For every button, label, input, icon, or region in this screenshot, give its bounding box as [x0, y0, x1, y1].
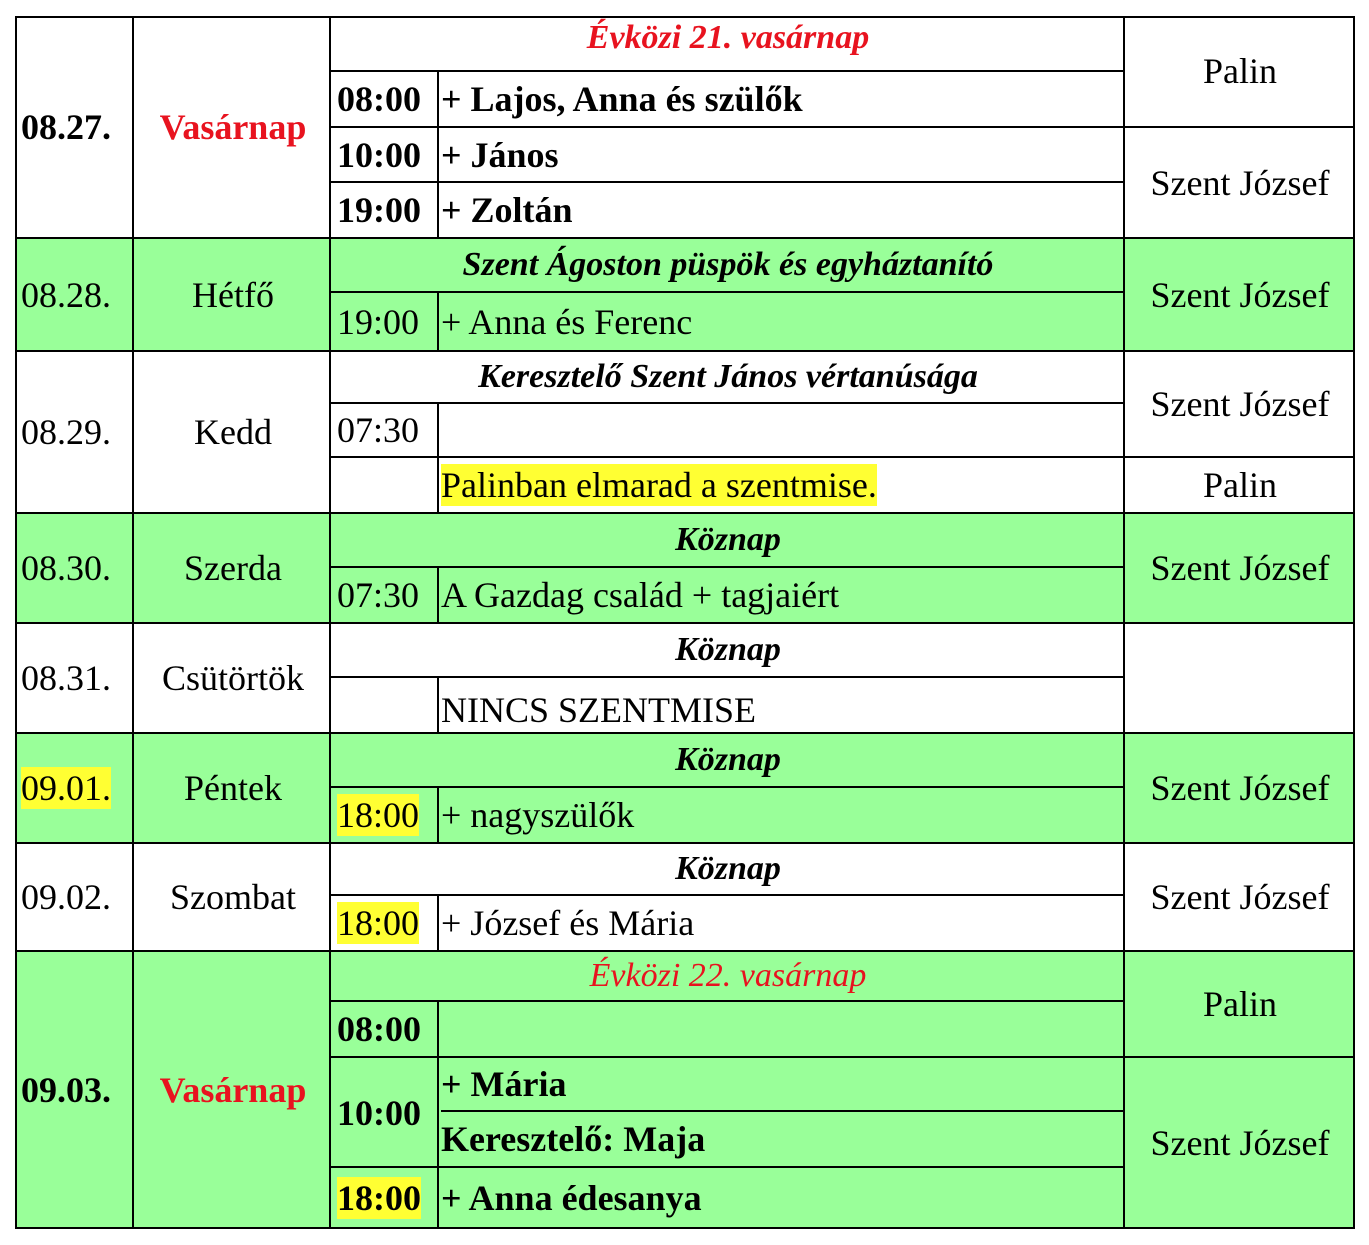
weekday-cell: Csütörtök — [161, 658, 304, 698]
schedule-row-0901 — [15, 734, 1355, 844]
time-highlight: 18:00 — [337, 1177, 421, 1218]
feast-title: Évközi 22. vasárnap — [589, 957, 867, 994]
mass-intention: + Anna és Ferenc — [441, 301, 693, 342]
location-cell: Szent József — [1150, 162, 1330, 203]
location-cell: Palin — [1202, 465, 1277, 505]
feast-title: Köznap — [675, 850, 781, 887]
mass-intention: + Lajos, Anna és szülők — [441, 79, 803, 119]
date-cell: 08.30. — [21, 548, 111, 588]
time-highlight: 18:00 — [337, 903, 420, 943]
location-cell: Palin — [1202, 51, 1277, 91]
location-cell: Szent József — [1150, 768, 1330, 808]
mass-time: 07:30 — [337, 410, 420, 450]
mass-time: 10:00 — [337, 134, 421, 175]
mass-schedule-table — [15, 16, 1355, 1229]
feast-title: Keresztelő Szent János vértanúsága — [478, 358, 978, 395]
location-cell: Szent József — [1150, 877, 1330, 917]
weekday-cell: Szerda — [184, 548, 282, 588]
weekday-cell: Vasárnap — [159, 106, 307, 147]
feast-title: Köznap — [675, 631, 781, 668]
schedule-row-0830 — [15, 514, 1355, 624]
mass-time — [333, 788, 441, 842]
notice-cell — [441, 458, 1125, 512]
mass-time — [333, 1168, 441, 1227]
location-cell: Szent József — [1150, 274, 1330, 315]
mass-intention: A Gazdag család + tagjaiért — [441, 575, 840, 615]
time-highlight: 18:00 — [337, 795, 420, 835]
mass-time — [333, 678, 441, 732]
baptism-note: Keresztelő: Maja — [441, 1119, 706, 1159]
weekday-cell: Szombat — [170, 877, 296, 917]
schedule-row-0829 — [15, 352, 1355, 514]
location-cell: Szent József — [1150, 548, 1330, 588]
mass-intention — [441, 1002, 1125, 1056]
mass-intention: + János — [441, 134, 559, 175]
mass-intention: + Anna édesanya — [441, 1177, 702, 1218]
schedule-row-0828 — [15, 239, 1355, 352]
mass-time — [333, 458, 441, 512]
mass-time: 19:00 — [337, 190, 421, 230]
weekday-cell: Hétfő — [192, 274, 274, 315]
weekday-cell: Kedd — [194, 412, 272, 452]
schedule-row-0827 — [15, 16, 1355, 239]
date-cell: 08.29. — [21, 412, 111, 452]
mass-intention: + Mária — [441, 1064, 567, 1104]
location-cell: Szent József — [1150, 384, 1330, 424]
schedule-row-0831 — [15, 624, 1355, 734]
mass-time: 19:00 — [337, 301, 420, 342]
mass-intention — [441, 404, 1125, 456]
schedule-row-0902 — [15, 844, 1355, 952]
mass-intention: + Zoltán — [441, 190, 573, 230]
mass-time: 08:00 — [337, 79, 421, 119]
weekday-cell: Péntek — [184, 768, 282, 808]
mass-time: 10:00 — [337, 1093, 421, 1133]
mass-time: 08:00 — [337, 1009, 421, 1049]
date-cell: 08.28. — [21, 274, 111, 315]
date-cell: 08.31. — [21, 658, 111, 698]
no-mass-notice: NINCS SZENTMISE — [441, 690, 757, 730]
location-cell: Szent József — [1150, 1122, 1330, 1163]
cancellation-notice: Palinban elmarad a szentmise. — [441, 465, 877, 505]
mass-time — [333, 896, 441, 950]
date-cell: 09.03. — [21, 1069, 111, 1110]
date-cell: 09.02. — [21, 877, 111, 917]
mass-time: 07:30 — [337, 575, 420, 615]
weekday-cell: Vasárnap — [159, 1069, 307, 1110]
feast-title: Szent Ágoston püspök és egyháztanító — [462, 246, 994, 283]
feast-title: Köznap — [675, 521, 781, 558]
mass-intention: + nagyszülők — [441, 795, 635, 835]
mass-intention: + József és Mária — [441, 903, 695, 943]
schedule-row-0903 — [15, 952, 1355, 1229]
location-cell: Palin — [1202, 984, 1277, 1024]
date-cell: 08.27. — [21, 106, 111, 147]
feast-title: Köznap — [675, 741, 781, 778]
date-cell — [17, 734, 135, 842]
date-highlight: 09.01. — [21, 768, 111, 808]
feast-title: Évközi 21. vasárnap — [586, 19, 870, 56]
